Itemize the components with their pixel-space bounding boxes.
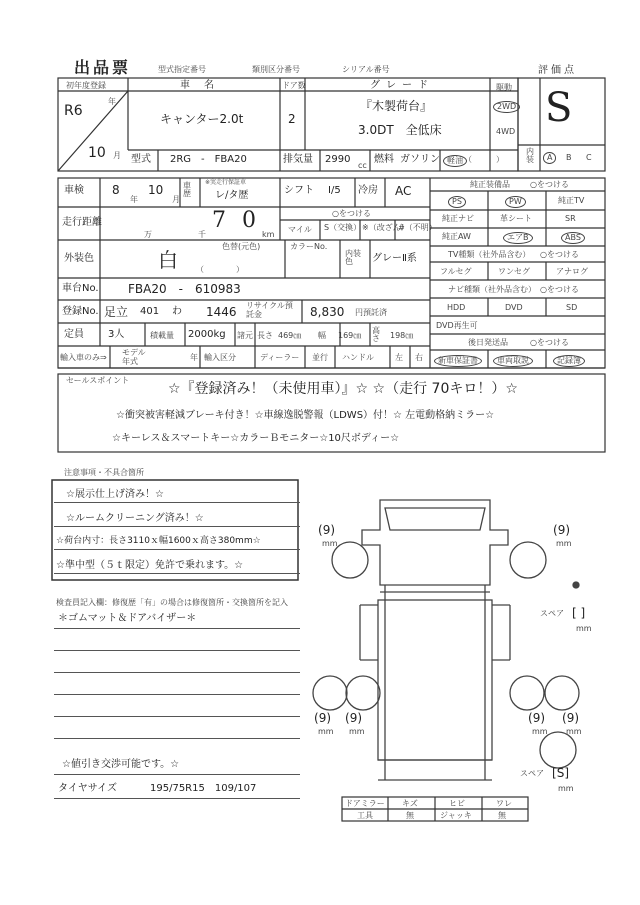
grade-line1: 『木製荷台』: [360, 99, 433, 113]
docs-note: ○をつける: [530, 338, 569, 347]
shift-label: シフト: [284, 185, 314, 196]
tv-fullseg: フルセグ: [440, 267, 472, 276]
drive-2wd: 2WD: [493, 101, 520, 113]
tread-unit: mm: [532, 727, 548, 736]
height: 198㎝: [390, 331, 414, 340]
tire-rule: [54, 798, 300, 799]
import-label: 輸入車のみ⇒: [60, 353, 107, 362]
navi-sd: SD: [566, 303, 578, 312]
color-value: 白: [158, 248, 178, 272]
model-year-label: モデル年式: [122, 348, 146, 366]
equip-airbag: エアB: [503, 232, 533, 244]
capacity-label: 定員: [64, 329, 84, 340]
inspector-rule: [54, 650, 300, 651]
grade-points-label: 評価点: [538, 65, 577, 76]
import-year-unit: 年: [190, 353, 198, 362]
reg-num: 401: [140, 306, 160, 317]
history-label: 車歴: [183, 181, 191, 198]
inspector-label: 検査員記入欄：修復歴「有」の場合は修復箇所・交換箇所を記入: [56, 598, 288, 607]
tread-rear-left-outer: (9): [314, 711, 332, 725]
sales-line2: ☆衝突被害軽減ブレーキ付き！☆車線逸脱警報（LDWS）付！☆ 左電動格納ミラー☆: [116, 410, 495, 421]
handle-right: 右: [415, 353, 423, 362]
inspector-line1: ＊ゴムマット＆ドアバイザー＊: [58, 613, 197, 624]
notes-rule: [54, 573, 300, 574]
length-label: 長さ: [257, 331, 273, 340]
equip-navi: 純正ナビ: [442, 214, 474, 223]
inspection-label: 車検: [64, 185, 84, 196]
handle-label: ハンドル: [342, 353, 374, 362]
equip-leather: 革シート: [500, 214, 532, 223]
notes-label: 注意事項・不具合箇所: [64, 468, 144, 477]
color-no-label: カラーNo.: [290, 242, 328, 251]
chassis-value: FBA20 - 610983: [128, 282, 241, 296]
car-name: キャンター2.0t: [160, 112, 244, 126]
import-parallel: 並行: [312, 353, 328, 362]
inspection-month: 10: [148, 183, 164, 197]
sales-line3: ☆キーレス＆スマートキー☆カラーＢモニター☆10尺ボディー☆: [112, 433, 400, 444]
reg-kana: わ: [172, 306, 182, 317]
equipment-header: 純正装備品: [470, 180, 510, 189]
ac: AC: [395, 184, 412, 198]
cc-unit: cc: [358, 161, 367, 170]
fuel: ガソリン: [400, 154, 440, 165]
acc-tools-val: 無: [406, 811, 414, 820]
inspector-line2: ☆値引き交渉可能です。☆: [62, 759, 180, 770]
mileage-mile: マイル: [288, 225, 312, 234]
inspector-rule: [54, 774, 300, 775]
car-name-label: 車名: [180, 80, 228, 91]
sales-label: セールスポイント: [66, 376, 130, 385]
ac-label: 冷房: [358, 185, 378, 196]
mileage-sen: 千: [198, 230, 206, 239]
doors: 2: [288, 112, 296, 126]
form-title: 出品票: [74, 58, 132, 77]
notes-rule: [54, 502, 300, 503]
navi-note: ○をつける: [540, 285, 579, 294]
notes-line1: ☆展示仕上げ済み！☆: [66, 489, 164, 500]
spare-bottom-unit: mm: [558, 784, 574, 793]
navi-hdd: HDD: [447, 303, 466, 312]
width-label: 幅: [318, 331, 326, 340]
tread-rear-right-inner: (9): [528, 711, 546, 725]
history-note: ※実走行保証車: [205, 179, 247, 186]
model-value: 2RG - FBA20: [170, 154, 247, 165]
interior-label: 内装: [526, 147, 534, 164]
spare-top-unit: mm: [576, 624, 592, 633]
spare-bottom-bracket: [S]: [552, 766, 569, 780]
tread-unit: mm: [556, 539, 572, 548]
equip-tv: 純正TV: [558, 196, 585, 205]
year-unit: 年: [108, 97, 116, 106]
acc-tools: 工具: [357, 811, 373, 820]
displacement: 2990: [325, 154, 351, 165]
width: 169㎝: [338, 331, 362, 340]
load-label: 積載量: [150, 331, 174, 340]
tire-label: タイヤサイズ: [58, 783, 117, 794]
sales-line1: ☆『登録済み！（未使用車）』☆ ☆（走行 70キロ！）☆: [168, 381, 518, 397]
navi-header: ナビ種類（社外品含む）: [448, 285, 536, 294]
handle-left: 左: [395, 353, 403, 362]
inspector-rule: [54, 694, 300, 695]
inspector-rule: [54, 738, 300, 739]
grade-label: グレード: [370, 80, 434, 91]
interior-c: C: [586, 153, 592, 162]
tread-front-left: (9): [318, 523, 336, 537]
tread-unit: mm: [318, 727, 334, 736]
equip-pw: PW: [505, 196, 526, 208]
first-reg-label: 初年度登録: [66, 81, 106, 90]
spare-top-bracket: [ ]: [572, 606, 586, 620]
dims-label: 諸元: [237, 331, 253, 340]
interior-b: B: [566, 153, 572, 162]
docs-header: 後日発送品: [468, 338, 508, 347]
reg-id-label: 型式指定番号: [158, 65, 206, 74]
recolor-paren: （ ）: [196, 265, 244, 274]
capacity: 3人: [108, 329, 125, 340]
tread-unit: mm: [349, 727, 365, 736]
recolor-label: 色替(元色): [222, 242, 261, 251]
first-reg-year: R6: [64, 103, 83, 119]
inspector-rule: [54, 672, 300, 673]
equip-aw: 純正AW: [442, 232, 471, 241]
fuel-label: 燃料: [374, 154, 394, 165]
mileage-tamper: ※（改ざん）: [362, 223, 409, 232]
dvd-playback: DVD再生可: [436, 321, 478, 330]
interior-a: A: [543, 152, 556, 164]
tread-front-right: (9): [553, 523, 571, 537]
load: 2000kg: [188, 329, 226, 340]
tire-value: 195/75R15 109/107: [150, 783, 257, 794]
tv-header: TV種類（社外品含む）: [448, 250, 531, 259]
notes-rule: [54, 549, 300, 550]
tv-note: ○をつける: [540, 250, 579, 259]
inspection-month-unit: 月: [172, 195, 180, 204]
docs-warranty: 新車保証書: [434, 355, 482, 367]
recycle-label: リサイクル預託金: [246, 301, 293, 319]
recycle-unit: 円預託済: [355, 308, 387, 317]
equipment-note: ○をつける: [530, 180, 569, 189]
tv-analog: アナログ: [556, 267, 588, 276]
mileage-exchange: S（交換）: [324, 223, 362, 232]
tread-rear-right-outer: (9): [562, 711, 580, 725]
acc-crack: ヒビ: [449, 799, 465, 808]
mileage-mark-note: ○をつける: [332, 209, 371, 218]
docs-manual: 車両取説: [493, 355, 533, 367]
acc-dent: ワレ: [496, 799, 512, 808]
doors-label: ドア数: [282, 81, 306, 90]
inspector-rule: [54, 628, 300, 629]
equip-sr: SR: [565, 214, 576, 223]
tread-unit: mm: [566, 727, 582, 736]
color-label: 外装色: [64, 253, 94, 264]
mileage-digits: 70: [212, 208, 272, 233]
grade-points: S: [545, 85, 573, 131]
serial-label: シリアル番号: [342, 65, 390, 74]
displacement-label: 排気量: [283, 154, 313, 165]
mileage-unknown: #（不明）: [398, 223, 437, 232]
acc-scratch: キズ: [402, 799, 418, 808]
reg-place: 足立: [104, 305, 129, 319]
grade-line2: 3.0DT 全低床: [358, 123, 442, 137]
spare-label-bottom: スペア: [520, 769, 544, 778]
fuel-light: 軽油: [443, 155, 467, 167]
spare-label-top: スペア: [540, 609, 564, 618]
inspector-rule: [54, 716, 300, 717]
drive-4wd: 4WD: [496, 127, 516, 136]
mileage-label: 走行距離: [62, 217, 102, 228]
acc-jack-val: 無: [498, 811, 506, 820]
import-type: ディーラー: [260, 353, 300, 362]
notes-line3: ☆荷台内寸：長さ3110ｘ幅1600ｘ高さ380mm☆: [56, 536, 261, 546]
mileage-man: 万: [144, 230, 152, 239]
history-value: レ/タ歴: [215, 190, 249, 201]
interior-color-label: 内装色: [345, 249, 361, 266]
model-label: 型式: [131, 154, 151, 165]
class-id-label: 類別区分番号: [252, 65, 300, 74]
acc-jack: ジャッキ: [440, 811, 472, 820]
reg-plate: 1446: [206, 305, 237, 319]
equip-ps: PS: [448, 196, 466, 208]
acc-door-mirror: ドアミラー: [345, 799, 385, 808]
import-type-label: 輸入区分: [204, 353, 236, 362]
mileage-km: km: [262, 230, 275, 239]
notes-line4: ☆準中型（５ｔ限定）免許で乗れます。☆: [56, 560, 244, 571]
tread-unit: mm: [322, 539, 338, 548]
docs-record: 記録簿: [553, 355, 585, 367]
navi-dvd: DVD: [505, 303, 523, 312]
month-unit: 月: [113, 151, 121, 160]
recycle-value: 8,830: [310, 305, 345, 319]
tread-rear-left-inner: (9): [345, 711, 363, 725]
first-reg-month: 10: [88, 145, 106, 161]
height-label: 高さ: [372, 326, 380, 343]
inspection-year: 8: [112, 183, 120, 197]
reg-label: 登録No.: [62, 306, 99, 317]
shift: I/5: [328, 185, 341, 196]
notes-line2: ☆ルームクリーニング済み！☆: [66, 513, 204, 524]
length: 469㎝: [278, 331, 302, 340]
chassis-label: 車台No.: [62, 283, 99, 294]
interior-color: グレーⅡ系: [372, 253, 417, 264]
fuel-paren: （ ）: [464, 155, 504, 164]
notes-rule: [54, 526, 300, 527]
tv-oneseg: ワンセグ: [498, 267, 530, 276]
drive-label: 駆動: [496, 83, 512, 92]
equip-abs: ABS: [561, 232, 585, 244]
inspection-year-unit: 年: [130, 195, 138, 204]
